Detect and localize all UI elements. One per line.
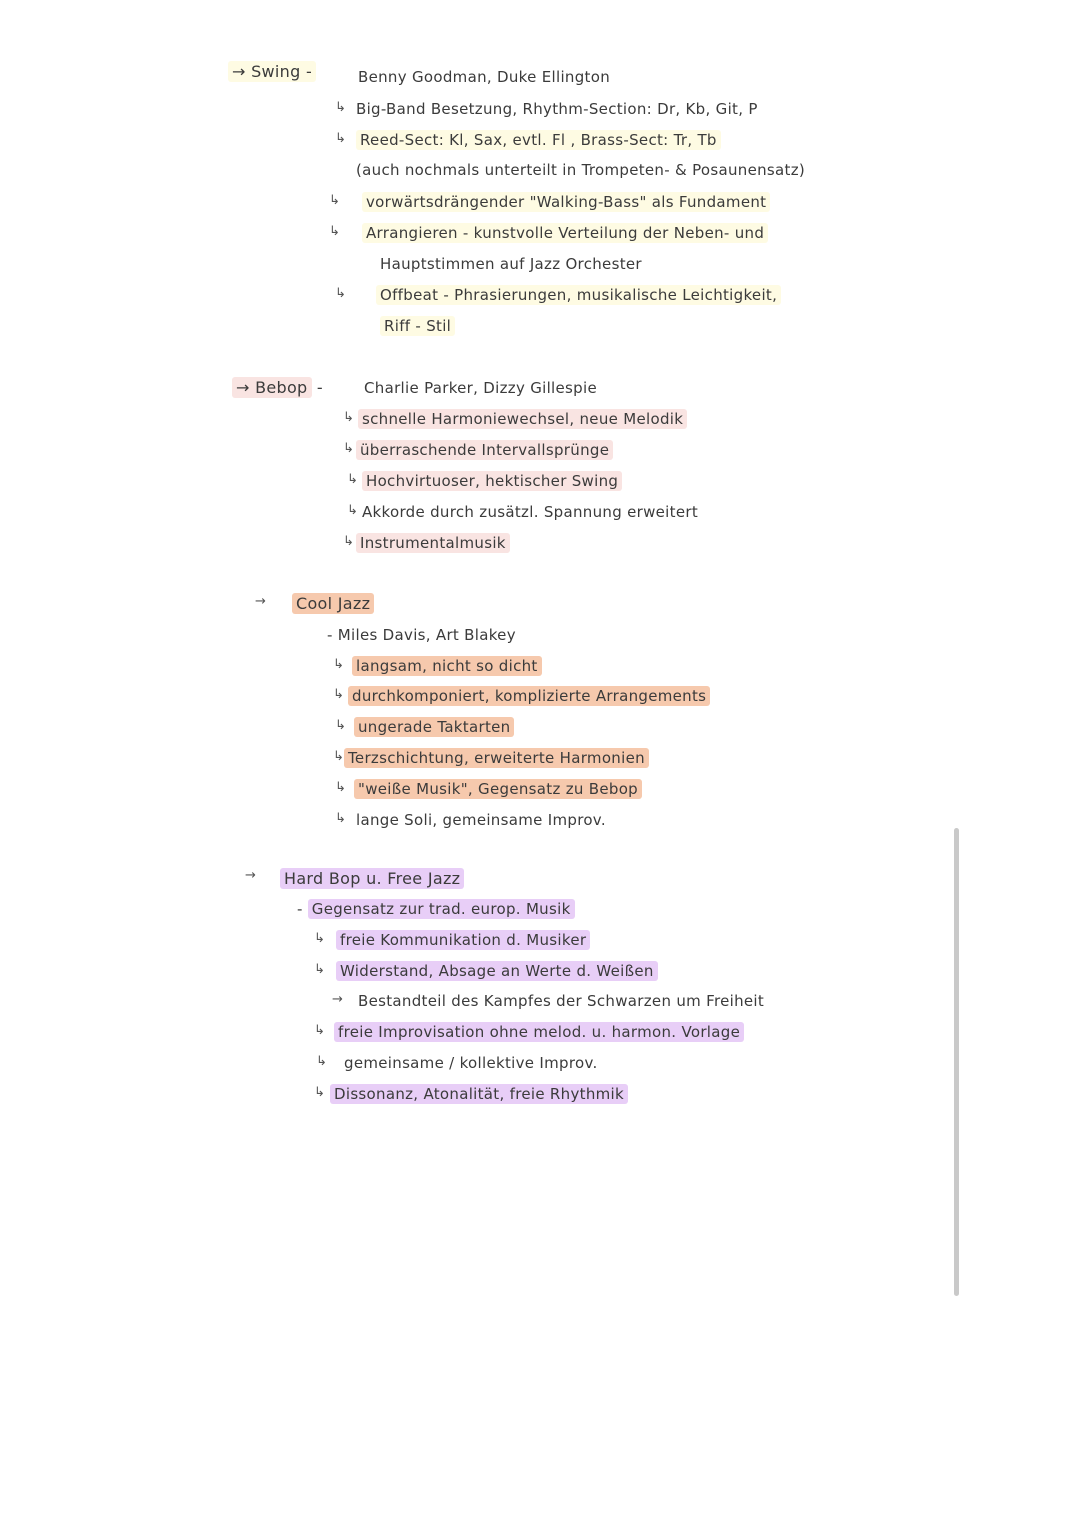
swing-line: Reed-Sect: Kl, Sax, evtl. Fl , Brass-Sect: Tr, Tb (356, 131, 721, 149)
free-jazz-line: Widerstand, Absage an Werte d. Weißen (336, 962, 658, 980)
arrow-icon: → (245, 868, 256, 883)
bullet-icon: ↳ (335, 718, 346, 733)
free-jazz-heading: Hard Bop u. Free Jazz (280, 869, 464, 888)
cool-jazz-line: ungerade Taktarten (354, 718, 514, 736)
cool-jazz-line: durchkomponiert, komplizierte Arrangements (348, 687, 710, 705)
bullet-icon: ↳ (335, 286, 346, 301)
bullet-icon: ↳ (333, 749, 344, 764)
bullet-icon: ↳ (335, 811, 346, 826)
swing-line: Riff - Stil (380, 317, 455, 335)
cool-jazz-line: langsam, nicht so dicht (352, 657, 542, 675)
swing-line: Arrangieren - kunstvolle Verteilung der Neben- und (362, 224, 768, 242)
bullet-icon: ↳ (329, 224, 340, 239)
swing-line: Hauptstimmen auf Jazz Orchester (380, 255, 642, 273)
free-jazz-line: Bestandteil des Kampfes der Schwarzen um Freiheit (358, 992, 765, 1010)
bullet-icon: ↳ (314, 1085, 325, 1100)
free-jazz-intro: - Gegensatz zur trad. europ. Musik (297, 900, 575, 918)
cool-jazz-heading: Cool Jazz (292, 594, 374, 613)
bullet-icon: ↳ (347, 503, 358, 518)
swing-line: Offbeat - Phrasierungen, musikalische Leichtigkeit, (376, 286, 781, 304)
bullet-icon: ↳ (333, 657, 344, 672)
cool-jazz-line: Terzschichtung, erweiterte Harmonien (344, 749, 649, 767)
bullet-icon: ↳ (335, 131, 346, 146)
arrow-icon: → (332, 992, 343, 1007)
bullet-icon: ↳ (335, 100, 346, 115)
bullet-icon: ↳ (329, 193, 340, 208)
bebop-line: überraschende Intervallsprünge (356, 441, 613, 459)
bebop-artists: Charlie Parker, Dizzy Gillespie (364, 379, 597, 397)
bullet-icon: ↳ (343, 410, 354, 425)
bebop-line: Instrumentalmusik (356, 534, 510, 552)
free-jazz-line: freie Kommunikation d. Musiker (336, 931, 590, 949)
bullet-icon: ↳ (347, 472, 358, 487)
cool-jazz-artists: - Miles Davis, Art Blakey (327, 626, 516, 644)
swing-line: vorwärtsdrängender "Walking-Bass" als Fundament (362, 193, 770, 211)
bebop-heading: → Bebop - (232, 378, 323, 397)
bebop-line: Hochvirtuoser, hektischer Swing (362, 472, 622, 490)
free-jazz-line: Dissonanz, Atonalität, freie Rhythmik (330, 1085, 628, 1103)
bullet-icon: ↳ (316, 1054, 327, 1069)
swing-line: Big-Band Besetzung, Rhythm-Section: Dr, Kb, Git, P (356, 100, 758, 118)
bebop-line: Akkorde durch zusätzl. Spannung erweitert (362, 503, 699, 521)
arrow-icon: → (255, 594, 266, 609)
bullet-icon: ↳ (343, 441, 354, 456)
swing-artists: Benny Goodman, Duke Ellington (358, 68, 611, 86)
bullet-icon: ↳ (314, 931, 325, 946)
bullet-icon: ↳ (314, 962, 325, 977)
bullet-icon: ↳ (314, 1023, 325, 1038)
free-jazz-line: freie Improvisation ohne melod. u. harmon. Vorlage (334, 1023, 744, 1041)
swing-heading: → Swing - (228, 62, 316, 81)
bebop-line: schnelle Harmoniewechsel, neue Melodik (358, 410, 687, 428)
free-jazz-line: gemeinsame / kollektive Improv. (344, 1054, 598, 1072)
swing-line: (auch nochmals unterteilt in Trompeten- & Posaunensatz) (356, 161, 806, 179)
vertical-scrollbar[interactable] (954, 828, 959, 1296)
bullet-icon: ↳ (333, 687, 344, 702)
cool-jazz-line: lange Soli, gemeinsame Improv. (356, 811, 606, 829)
cool-jazz-line: "weiße Musik", Gegensatz zu Bebop (354, 780, 642, 798)
bullet-icon: ↳ (343, 534, 354, 549)
bullet-icon: ↳ (335, 780, 346, 795)
